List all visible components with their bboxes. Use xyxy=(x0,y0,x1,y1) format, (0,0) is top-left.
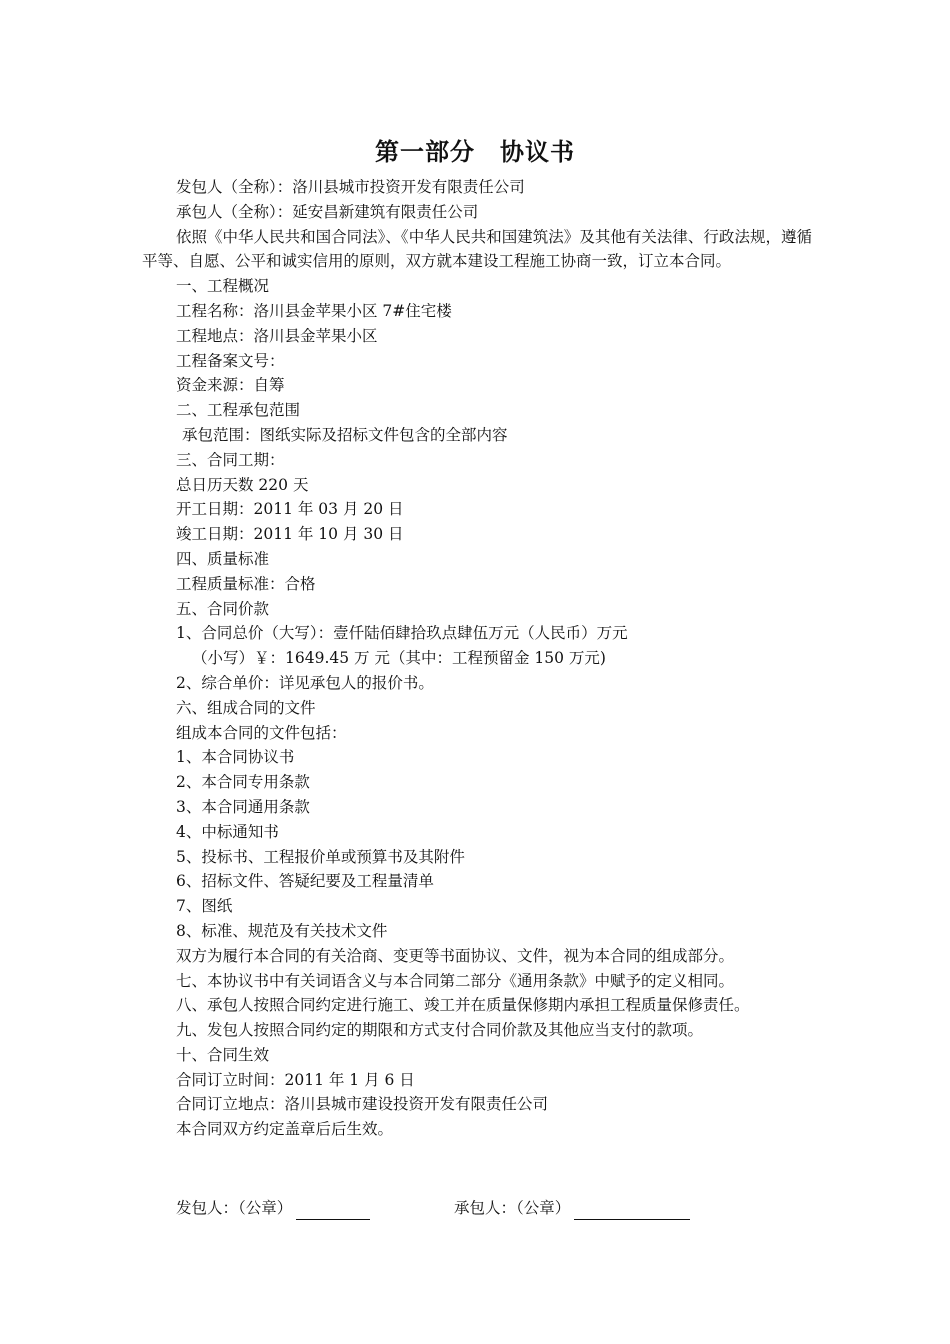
document-item: 6、招标文件、答疑纪要及工程量清单 xyxy=(176,872,434,891)
document-item: 3、本合同通用条款 xyxy=(176,797,310,816)
project-name: 工程名称：洛川县金苹果小区 7#住宅楼 xyxy=(176,301,452,320)
contract-total-lower: （小写）￥：1649.45 万 元（其中：工程预留金 150 万元) xyxy=(192,649,606,668)
contractor-signature-blank xyxy=(574,1201,690,1220)
completion-date: 竣工日期：2011 年 10 月 30 日 xyxy=(176,525,404,544)
employer-signature-blank xyxy=(296,1201,370,1220)
employer-seal-label: 发包人：（公章） xyxy=(176,1199,293,1217)
documents-intro: 组成本合同的文件包括： xyxy=(176,723,347,742)
section-3-heading: 三、合同工期： xyxy=(176,450,285,469)
document-item: 7、图纸 xyxy=(176,897,233,916)
effective-clause: 本合同双方约定盖章后后生效。 xyxy=(176,1120,394,1139)
start-date: 开工日期：2011 年 03 月 20 日 xyxy=(176,500,404,519)
signed-time: 合同订立时间：2011 年 1 月 6 日 xyxy=(176,1070,415,1089)
section-5-heading: 五、合同价款 xyxy=(176,599,270,618)
section-2-heading: 二、工程承包范围 xyxy=(176,401,301,420)
total-calendar-days: 总日历天数 220 天 xyxy=(176,475,309,494)
quality-standard: 工程质量标准：合格 xyxy=(176,574,316,593)
documents-closing: 双方为履行本合同的有关洽商、变更等书面协议、文件，视为本合同的组成部分。 xyxy=(176,946,735,965)
section-7: 七、本协议书中有关词语含义与本合同第二部分《通用条款》中赋予的定义相同。 xyxy=(176,971,735,990)
section-8: 八、承包人按照合同约定进行施工、竣工并在质量保修期内承担工程质量保修责任。 xyxy=(176,996,750,1015)
contractor-line: 承包人（全称）：延安昌新建筑有限责任公司 xyxy=(176,202,479,221)
signature-row xyxy=(176,1196,796,1222)
contractor-signature xyxy=(454,1196,690,1220)
document-item: 1、本合同协议书 xyxy=(176,748,295,767)
contract-total-upper: 1、合同总价（大写）：壹仟陆佰肆拾玖点肆伍万元（人民币）万元 xyxy=(176,624,628,643)
funding-source: 资金来源：自筹 xyxy=(176,376,285,395)
project-location: 工程地点：洛川县金苹果小区 xyxy=(176,326,378,345)
document-item: 4、中标通知书 xyxy=(176,822,279,841)
document-item: 8、标准、规范及有关技术文件 xyxy=(176,921,388,940)
section-9: 九、发包人按照合同约定的期限和方式支付合同价款及其他应当支付的款项。 xyxy=(176,1021,704,1040)
document-title: 第一部分 协议书 xyxy=(375,137,575,166)
signed-place: 合同订立地点：洛川县城市建设投资开发有限责任公司 xyxy=(176,1095,549,1114)
section-4-heading: 四、质量标准 xyxy=(176,549,270,568)
employer-signature xyxy=(176,1196,370,1220)
agreement-body xyxy=(142,175,812,1142)
section-6-heading: 六、组成合同的文件 xyxy=(176,698,316,717)
document-item: 5、投标书、工程报价单或预算书及其附件 xyxy=(176,847,465,866)
contract-scope: 承包范围：图纸实际及招标文件包含的全部内容 xyxy=(182,425,508,444)
section-1-heading: 一、工程概况 xyxy=(176,277,270,296)
section-10-heading: 十、合同生效 xyxy=(176,1045,270,1064)
document-item: 2、本合同专用条款 xyxy=(176,773,310,792)
contractor-seal-label: 承包人：（公章） xyxy=(454,1199,571,1217)
unit-price: 2、综合单价：详见承包人的报价书。 xyxy=(176,673,434,692)
employer-line: 发包人（全称）：洛川县城市投资开发有限责任公司 xyxy=(176,178,525,196)
project-record-number: 工程备案文号： xyxy=(176,351,285,370)
preamble-paragraph: 依照《中华人民共和国合同法》、《中华人民共和国建筑法》及其他有关法律、行政法规，遵循平等、自愿、公平和诚实信用的原则，双方就本建设工程施工协商一致，订立本合同。 xyxy=(142,227,812,271)
